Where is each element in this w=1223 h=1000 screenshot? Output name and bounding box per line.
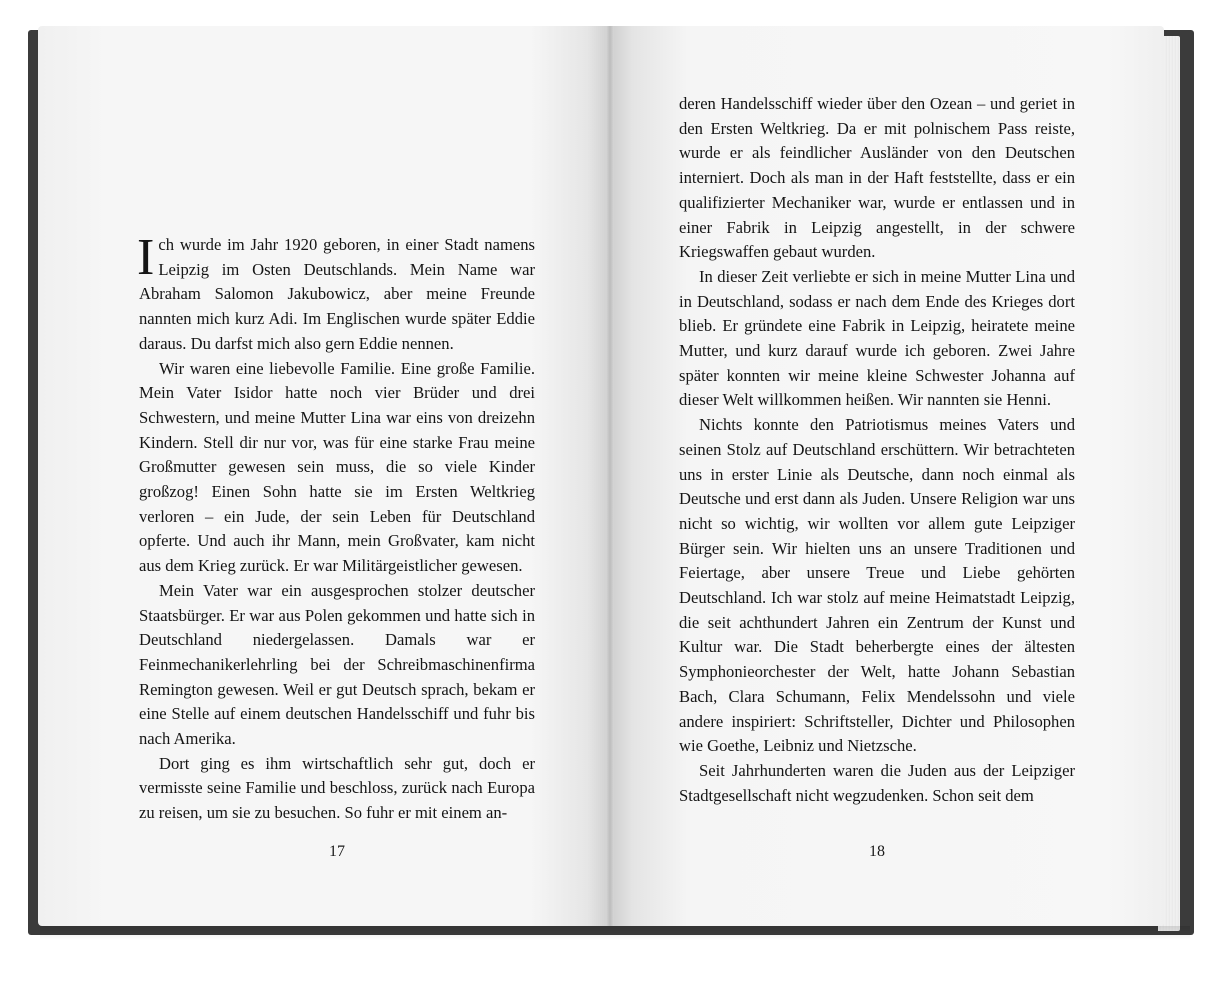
paragraph: Dort ging es ihm wirtschaftlich sehr gut, doch er vermisste seine Familie und beschloss, zurück nach Europa zu reisen, um sie zu besuchen. So fuhr er mit einem an-: [139, 753, 535, 823]
book-gutter: [606, 26, 614, 926]
book-shadow: [40, 926, 1190, 940]
paragraph: Wir waren eine liebevolle Familie. Eine große Familie. Mein Vater Isidor hatte noch vier Brüder und drei Schwestern, und meine Mutter Lina war eins von dreizehn Kindern. Stell dir nur vor, was für eine starke Frau meine Großmutter gewesen sein muss, die so viele Kinder großzog! Einen Sohn hatte sie im Ersten Weltkrieg verloren – ein Jude, der sein Leben für Deutschland opferte. Und auch ihr Mann, mein Großvater, kam nicht aus dem Krieg zurück. Er war Militärgeistlicher gewesen.: [139, 358, 535, 576]
paragraph: deren Handelsschiff wieder über den Ozean – und geriet in den Ersten Weltkrieg. Da er mit polnischem Pass reiste, wurde er als feindlicher Ausländer von den Deutschen interniert. Doch als man in der Haft feststellte, dass er ein qualifizierter Mechaniker war, wurde er entlassen und in einer Fabrik in Leipzig angestellt, in der schwere Kriegswaffen gebaut wurden.: [679, 94, 1075, 262]
page-number-left: 17: [329, 843, 345, 860]
paragraph: Mein Vater war ein ausgesprochen stolzer deutscher Staatsbürger. Er war aus Polen gekommen und hatte sich in Deutschland niedergelassen. Damals war er Feinmechanikerlehrling bei der Schreibmaschinenfirma Remington gewesen. Weil er gut Deutsch sprach, bekam er eine Stelle auf einem deutschen Handelsschiff und fuhr bis nach Amerika.: [139, 580, 535, 749]
paragraph: Seit Jahrhunderten waren die Juden aus der Leipziger Stadtgesellschaft nicht wegzudenken. Schon seit dem: [679, 760, 1075, 805]
paragraph: Nichts konnte den Patriotismus meines Vaters und seinen Stolz auf Deutschland erschüttern. Wir betrachteten uns in erster Linie als Deutsche, dann noch einmal als Deutsche und erst dann als Juden. Unsere Religion war uns nicht so wichtig, wir wollten vor allem gute Leipziger Bürger sein. Wir hielten uns an unsere Traditionen und Feiertage, aber unsere Treue und Liebe gehörten Deutschland. Ich war stolz auf meine Heimatstadt Leipzig, die seit achthundert Jahren ein Zentrum der Kunst und Kultur war. Die Stadt beherbergte eines der ältesten Symphonieorchester der Welt, hatte Johann Sebastian Bach, Clara Schumann, Felix Mendelssohn und viele andere inspiriert: Schriftsteller, Dichter und Philosophen wie Goethe, Leibniz und Nietzsche.: [679, 415, 1075, 756]
paragraph: Ich wurde im Jahr 1920 geboren, in einer Stadt namens Leipzig im Osten Deutschlands. Mein Name war Abraham Salomon Jakubowicz, aber meine Freunde nannten mich kurz Adi. Im Englischen wurde später Eddie daraus. Du darfst mich also gern Eddie nennen.: [137, 229, 535, 353]
paragraph: In dieser Zeit verliebte er sich in meine Mutter Lina und in Deutschland, sodass er nach dem Ende des Krieges dort blieb. Er gründete eine Fabrik in Leipzig, heiratete meine Mutter, und kurz darauf wurde ich geboren. Zwei Jahre später konnten wir meine kleine Schwester Johanna auf dieser Welt willkommen heißen. Wir nannten sie Henni.: [679, 266, 1075, 410]
page-number-right: 18: [869, 843, 885, 860]
drop-cap: I: [137, 229, 155, 286]
left-page-text: [137, 229, 535, 826]
right-page-text: [679, 92, 1075, 808]
